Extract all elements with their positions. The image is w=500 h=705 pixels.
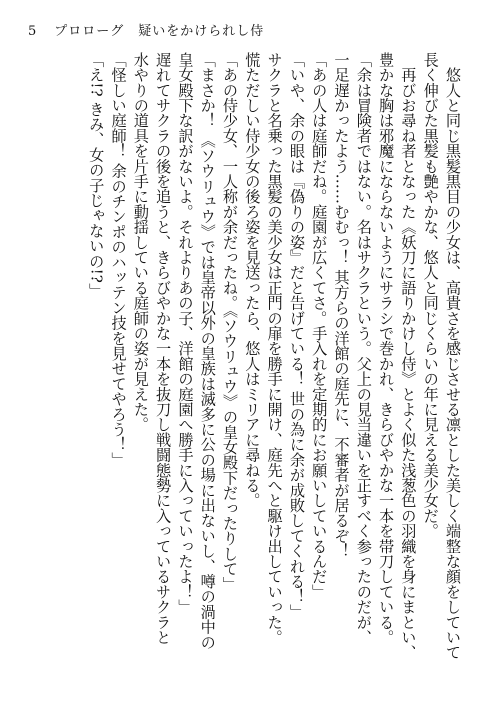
text-line: 再びお尋ね者となった《妖刀に語りかけし侍》とよく似た浅葱色の羽織を身にまとい、 [399,67,418,661]
text-line: 一足遅かったよう……むむっ！ 其方らの洋館の庭先に、不審者が居るぞ！ [332,52,351,559]
text-line: 悠人と同じ黒髪黒目の少女は、高貴さを感じさせる凛とした美しく端整な顔をしていて [444,67,462,661]
chapter-title: プロローグ [54,24,125,39]
text-line: 「あの人は庭師だね。庭園が広くてさ。手入れを定期的にお願いしているんだ」 [310,52,329,600]
page-number: 5 [28,24,37,39]
text-line: 「余は冒険者ではない。名はサクラという。父上の見当違いを正すべく参ったのだが、 [354,52,373,645]
text-line: 「え!? きみ、女の子じゃないの!?」 [87,52,106,299]
text-line: 遅れてサクラの後を追うと、きらびやかな一本を抜刀し戦闘態勢に入っているサクラと [154,52,173,645]
text-line: サクラと名乗った黒髪の美少女は正門の扉を勝手に開け、庭先へと駆け出していった。 [265,52,284,645]
text-line: 水やりの道具を片手に動揺している庭師の姿が見えた。 [131,52,150,432]
text-line: 「怪しい庭師！ 余のチンポのハッテン技を見せてやろう！」 [109,52,128,468]
text-line: 豊かな胸は邪魔にならないようにサラシで巻かれ、きらびやかな一本を帯刀している。 [377,52,396,645]
text-line: 慌ただしい侍少女の後ろ姿を見送ったら、悠人はミリアに尋ねる。 [243,52,262,508]
vertical-body-text [24,52,464,682]
text-line: 「あの侍少女、一人称が余だったね。《ソウリュウ》の皇女殿下だったりして」 [221,52,240,592]
text-line: 長く伸びた黒髪も艶やかな、悠人と同じくらいの年に見える美少女だ。 [421,52,440,539]
section-title: 疑いをかけられし侍 [138,24,265,39]
running-header [28,22,468,42]
text-line: 「いや、余の眼は『偽りの姿』だと告げている！ 世の為に余が成敗してくれる！」 [287,52,306,620]
text-line: 「まさか！ 《ソウリュウ》では皇帝以外の皇族は滅多に公の場に出ないし、噂の渦中の [198,52,217,650]
text-line: 皇女殿下な訳がないよ。それよりあの子、洋館の庭園へ勝手に入っていったよ！」 [176,52,195,615]
